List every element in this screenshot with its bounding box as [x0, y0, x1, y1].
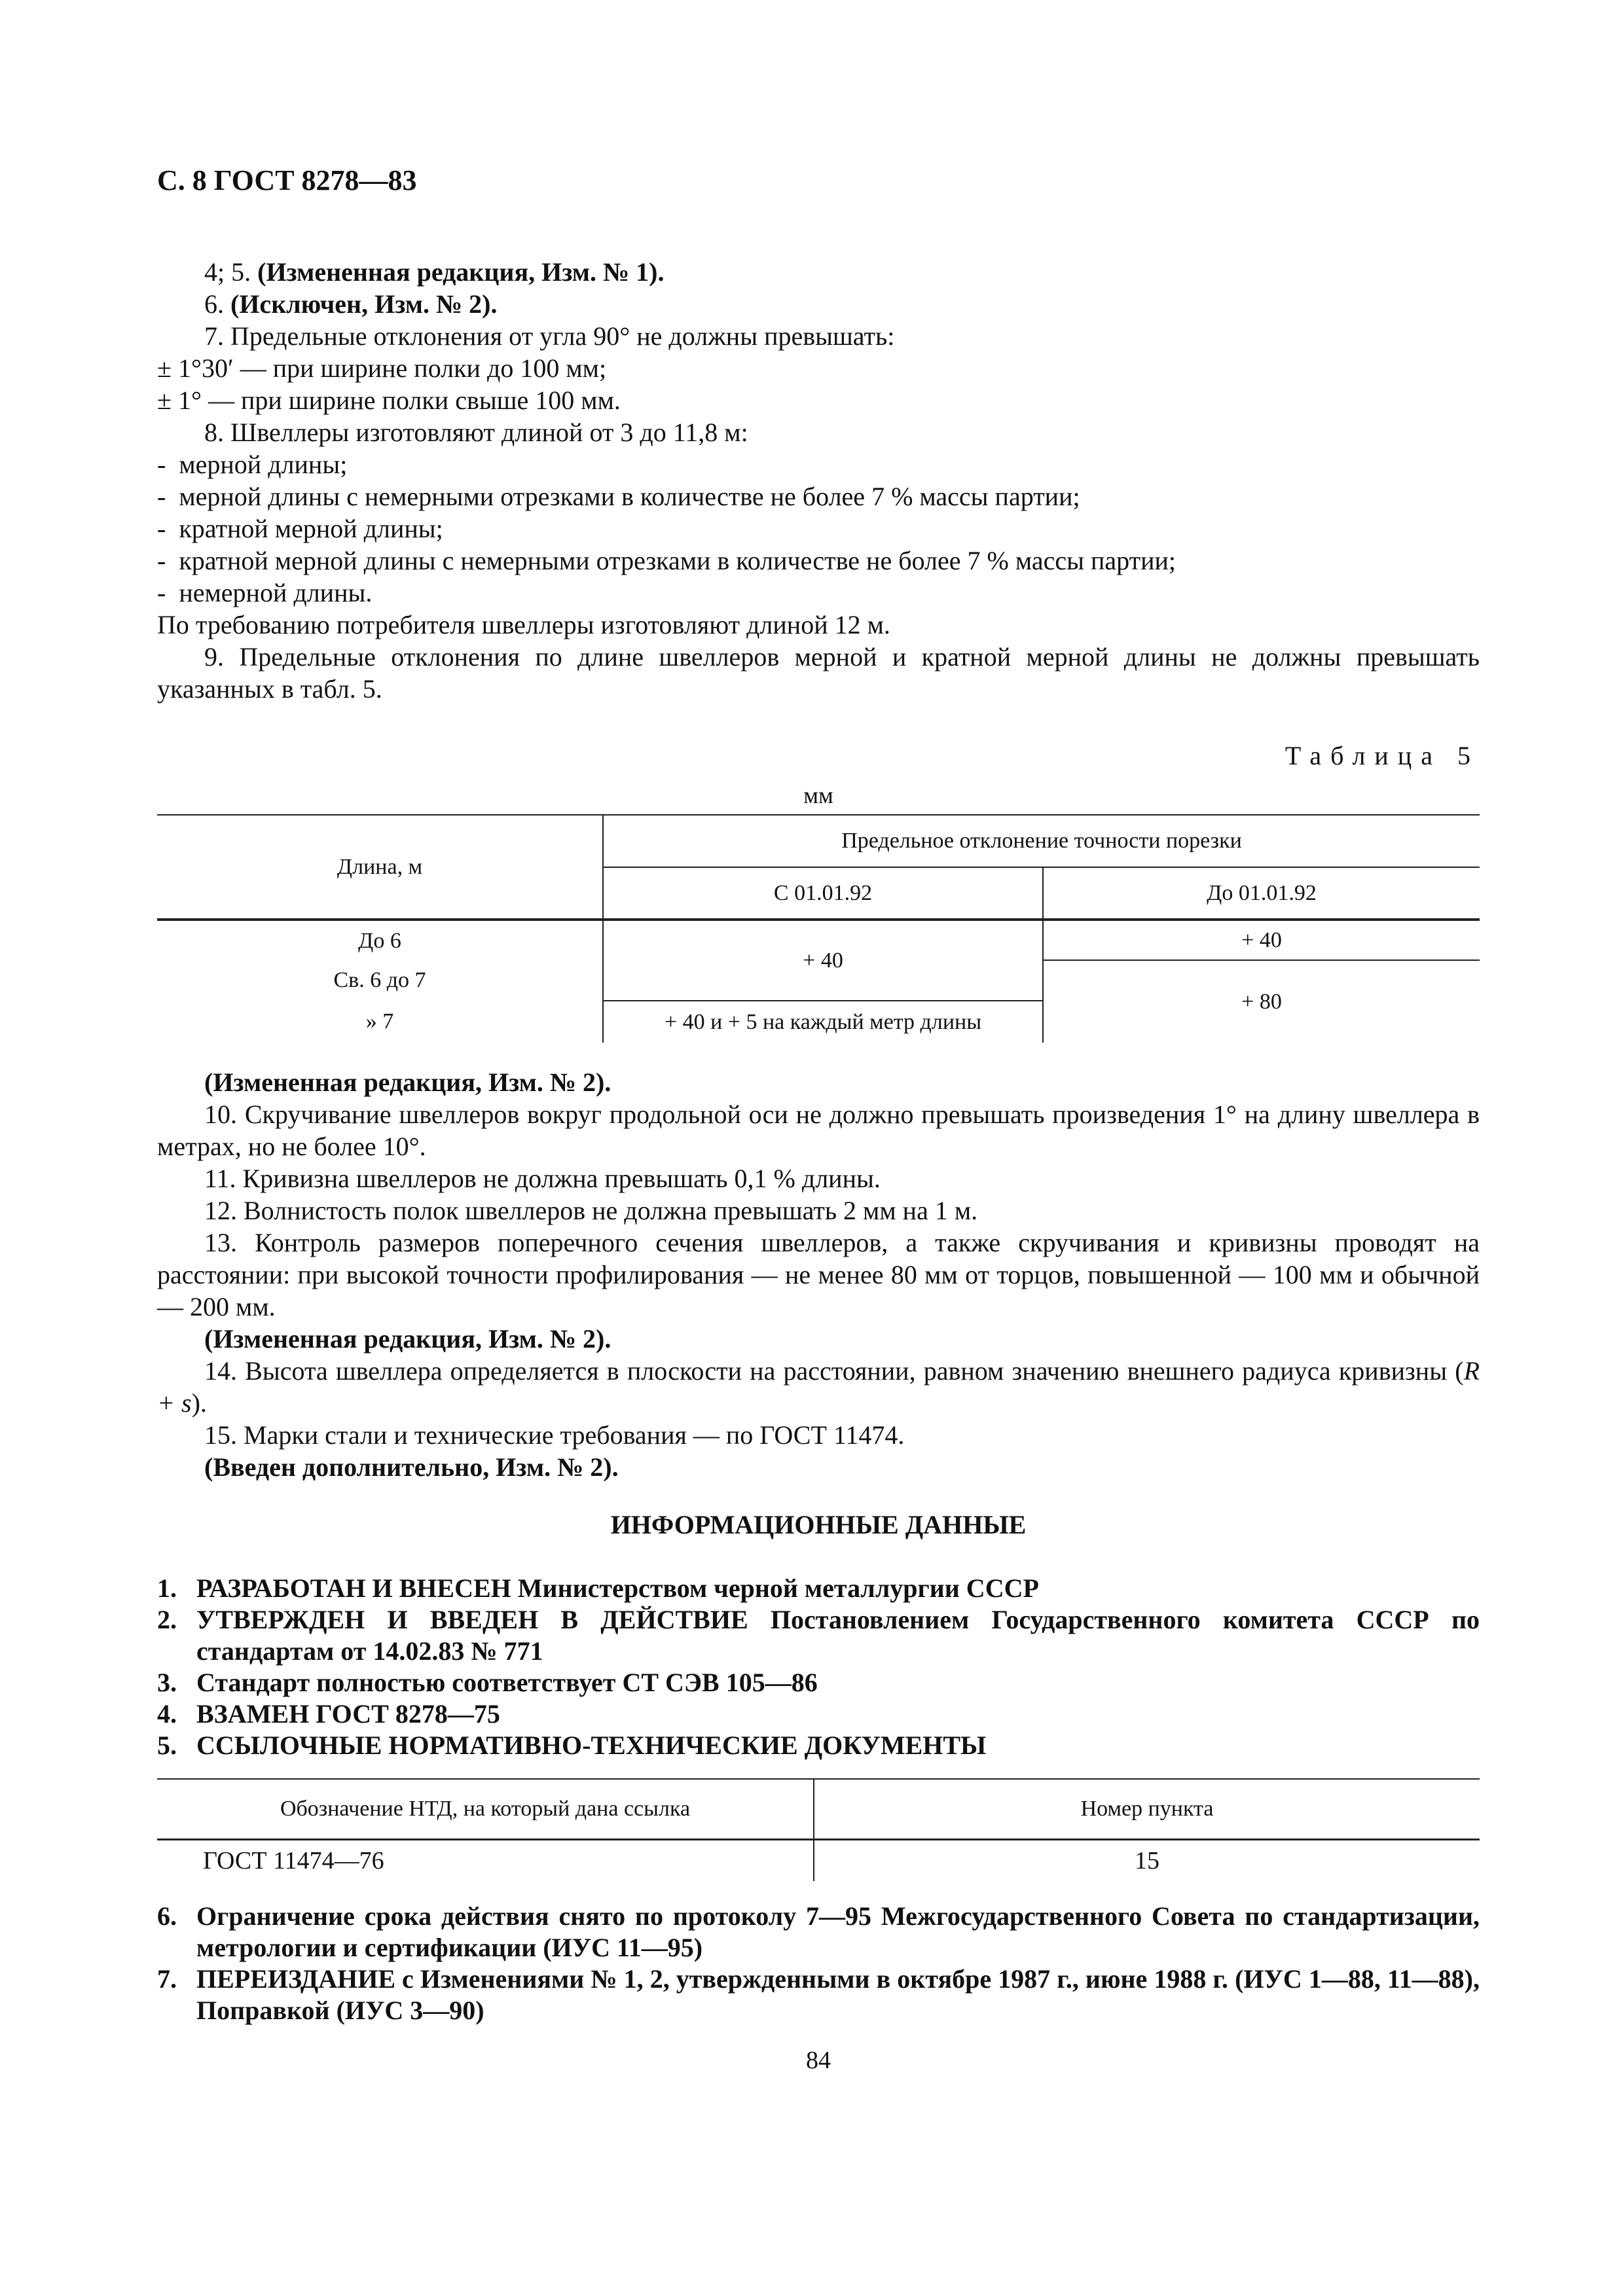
info-list-end [157, 1901, 1480, 2026]
revision-note: (Измененная редакция, Изм. № 2). [204, 1324, 611, 1354]
info-item: 4. ВЗАМЕН ГОСТ 8278—75 [157, 1699, 500, 1729]
paragraph-number: 7. [204, 321, 224, 351]
table-cell: » 7 [157, 1001, 603, 1043]
table-unit: мм [803, 782, 833, 808]
col-header-document: Обозначение НТД, на который дана ссылка [157, 1779, 814, 1839]
info-item: 6. Ограничение срока действия снято по протоколу 7—95 Межгосударственного Совета по стандартизации, метрологии и сертификации (ИУС 11—95) [157, 1901, 1480, 1962]
angle-line: ± 1° — при ширине полки свыше 100 мм. [157, 386, 621, 415]
table-cell: + 40 [603, 920, 1043, 1001]
paragraph-number: 4; 5. [204, 257, 251, 287]
angle-line: ± 1°30′ — при ширине полки до 100 мм; [157, 353, 607, 383]
paragraph-10: 10. Скручивание швеллеров вокруг продольной оси не должно превышать произведения 1° на длину швеллера в метрах, но не более 10°. [157, 1100, 1480, 1161]
info-item: 3. Стандарт полностью соответствует СТ СЭВ 105—86 [157, 1668, 818, 1697]
table-cell: ГОСТ 11474—76 [157, 1839, 814, 1881]
paragraph-12: 12. Волнистость полок швеллеров не должна превышать 2 мм на 1 м. [204, 1196, 978, 1225]
formula: R + s [157, 1356, 1480, 1418]
list-item: - немерной длины. [157, 578, 373, 607]
paragraph-13: 13. Контроль размеров поперечного сечения швеллеров, а также скручивания и кривизны проводят на расстоянии: при высокой точности профилирования — не менее 80 мм от торцов, повышенной — 100 мм и обычной — 200 мм. [157, 1228, 1480, 1321]
info-item: 2. УТВЕРЖДЕН И ВВЕДЕН В ДЕЙСТВИЕ Постановлением Государственного комитета СССР по стандартам от 14.02.83 № 771 [157, 1605, 1480, 1666]
table-cell: + 40 [1043, 920, 1480, 960]
revision-note: (Введен дополнительно, Изм. № 2). [204, 1452, 619, 1482]
list-item: - кратной мерной длины с немерными отрезками в количестве не более 7 % массы партии; [157, 546, 1176, 575]
paragraph-6 [157, 288, 1480, 320]
reference-table [157, 1778, 1480, 1881]
paragraph-7 [157, 320, 1480, 352]
revision-note: (Исключен, Изм. № 2). [230, 289, 498, 319]
paragraph-15: 15. Марки стали и технические требования — по ГОСТ 11474. [204, 1420, 905, 1450]
col-header-from: С 01.01.92 [603, 867, 1043, 920]
paragraph-14: 14. Высота швеллера определяется в плоскости на расстоянии, равном значению внешнего радиуса кривизны (R + s). [157, 1356, 1480, 1418]
document-page [157, 164, 1480, 2075]
paragraph-8: 8. Швеллеры изготовляют длиной от 3 до 11,8 м: [204, 418, 748, 447]
list-item: - мерной длины; [157, 450, 348, 479]
col-header-item: Номер пункта [1080, 1796, 1214, 1821]
paragraph-number: 6. [204, 289, 224, 319]
list-item: - кратной мерной длины; [157, 514, 443, 543]
col-header-to: До 01.01.92 [1207, 880, 1317, 905]
table-5 [157, 814, 1480, 1043]
page-number: 84 [806, 2047, 831, 2074]
paragraph-11: 11. Кривизна швеллеров не должна превышать 0,1 % длины. [204, 1164, 881, 1193]
paragraph-9: 9. Предельные отклонения по длине швеллеров мерной и кратной мерной длины не должны превышать указанных в табл. 5. [157, 642, 1480, 704]
revision-note: (Измененная редакция, Изм. № 1). [257, 257, 665, 287]
info-item: 5. ССЫЛОЧНЫЕ НОРМАТИВНО-ТЕХНИЧЕСКИЕ ДОКУМЕНТЫ [157, 1731, 987, 1760]
info-section-title: ИНФОРМАЦИОННЫЕ ДАННЫЕ [610, 1510, 1027, 1539]
revision-note: (Измененная редакция, Изм. № 2). [204, 1067, 611, 1097]
paragraph-request: По требованию потребителя швеллеры изготовляют длиной 12 м. [157, 610, 890, 639]
table-cell: До 6 Св. 6 до 7 [157, 920, 603, 1001]
table-cell: + 40 и + 5 на каждый метр длины [603, 1001, 1043, 1043]
list-item: - мерной длины с немерными отрезками в количестве не более 7 % массы партии; [157, 482, 1080, 511]
info-list [157, 1573, 1480, 1761]
col-header-length: Длина, м [157, 815, 603, 920]
paragraph-4-5 [157, 256, 1480, 288]
col-header-deviation: Предельное отклонение точности порезки [603, 815, 1480, 867]
info-item: 7. ПЕРЕИЗДАНИЕ с Изменениями № 1, 2, утвержденными в октябре 1987 г., июне 1988 г. (ИУС 1—88, 11—88), Поправкой (ИУС 3—90) [157, 1964, 1480, 2025]
paragraph-text: Предельные отклонения от угла 90° не должны превышать: [230, 321, 895, 351]
table-caption: Таблица 5 [1285, 741, 1480, 770]
running-head: С. 8 ГОСТ 8278—83 [157, 164, 417, 196]
info-item: 1. РАЗРАБОТАН И ВНЕСЕН Министерством черной металлургии СССР [157, 1573, 1039, 1603]
table-cell: 15 [1135, 1846, 1159, 1874]
table-cell: + 80 [1241, 989, 1282, 1014]
